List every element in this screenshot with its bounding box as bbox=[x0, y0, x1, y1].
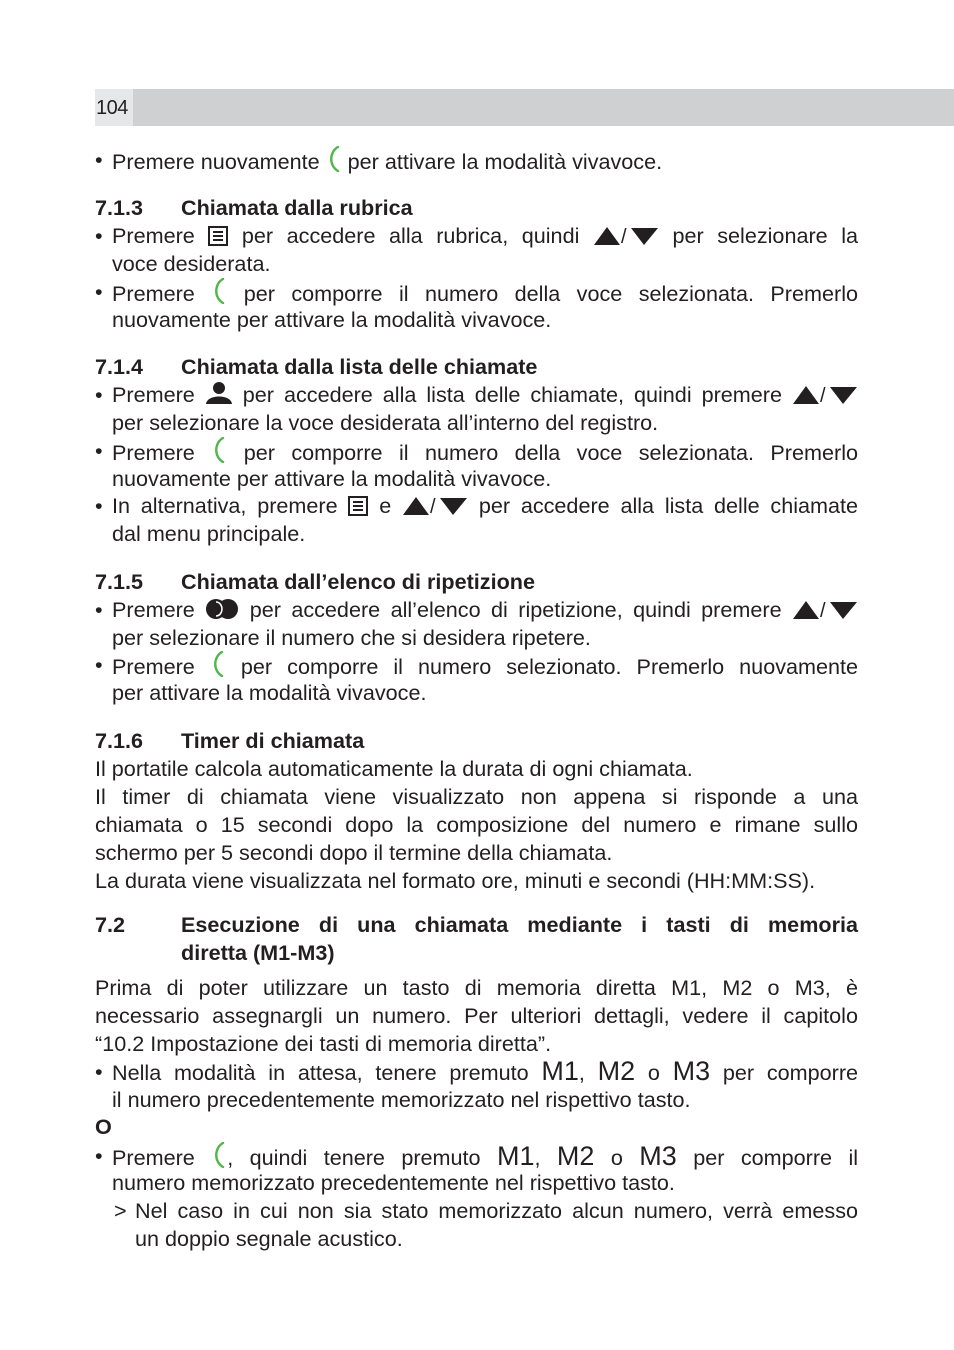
s72-note-line1: Nel caso in cui non sia stato memorizzato alcun numero, verrà emesso bbox=[135, 1198, 858, 1223]
s713-b1-line2: voce desiderata. bbox=[112, 251, 271, 276]
arrow-up-icon bbox=[594, 227, 620, 245]
text: per accedere alla rubrica, quindi bbox=[241, 223, 580, 248]
text: per comporre il bbox=[693, 1145, 859, 1170]
section-number-7-2: 7.2 bbox=[95, 912, 126, 937]
handset-icon bbox=[211, 1142, 227, 1168]
page-number: 104 bbox=[96, 97, 128, 119]
arrow-down-icon bbox=[631, 228, 658, 245]
bullet: • bbox=[95, 1143, 103, 1168]
note-marker: > bbox=[114, 1198, 127, 1223]
m1-key-label: M1 bbox=[541, 1056, 579, 1086]
text: per accedere alla lista delle chiamate bbox=[478, 493, 859, 518]
s72-p1-line1: Prima di poter utilizzare un tasto di memoria diretta M1, M2 o M3, è bbox=[95, 975, 858, 1000]
text: e bbox=[379, 493, 392, 518]
s716-p3: La durata viene visualizzata nel formato ore, minuti e secondi (HH:MM:SS). bbox=[95, 868, 816, 893]
up-down-arrows bbox=[593, 225, 659, 252]
text: o bbox=[647, 1060, 660, 1085]
intro-post: per attivare la modalità vivavoce. bbox=[347, 149, 663, 174]
bullet: • bbox=[95, 438, 103, 463]
section-number: 7.1.5 bbox=[95, 569, 144, 594]
s716-p2-line2: chiamata o 15 secondi dopo la composizione del numero e rimane sullo bbox=[95, 812, 858, 837]
m3-key-label: M3 bbox=[672, 1056, 711, 1086]
section-heading-7-1-3 bbox=[95, 194, 858, 221]
text: per comporre il numero selezionato. Premerlo nuovamente bbox=[240, 654, 859, 679]
section-number: 7.1.4 bbox=[95, 354, 144, 379]
svg-text:/: / bbox=[430, 496, 436, 516]
svg-text:/: / bbox=[620, 226, 627, 246]
s714-b3-line1 bbox=[112, 492, 858, 522]
section-number: 7.1.6 bbox=[95, 728, 144, 753]
s714-b3-line2: dal menu principale. bbox=[112, 521, 306, 546]
s713-b2-line2: nuovamente per attivare la modalità vivavoce. bbox=[112, 307, 552, 332]
section-title: Chiamata dalla lista delle chiamate bbox=[181, 354, 538, 379]
s72-b2-line1 bbox=[112, 1142, 858, 1171]
s715-b1-line2: per selezionare il numero che si desidera ripetere. bbox=[112, 625, 591, 650]
s716-p1: Il portatile calcola automaticamente la durata di ogni chiamata. bbox=[95, 756, 693, 781]
text: , bbox=[578, 1060, 585, 1085]
text: per accedere all’elenco di ripetizione, quindi premere bbox=[249, 597, 782, 622]
svg-text:/: / bbox=[820, 600, 826, 620]
handset-icon bbox=[211, 437, 227, 463]
text: per selezionare la bbox=[672, 223, 859, 248]
menu-icon bbox=[208, 226, 228, 246]
s715-b2-line1 bbox=[112, 651, 858, 680]
section-heading-7-1-5 bbox=[95, 568, 858, 595]
m3-key-label: M3 bbox=[639, 1141, 677, 1171]
intro-pre: Premere nuovamente bbox=[112, 149, 320, 174]
text: Premere bbox=[112, 382, 195, 407]
text: per comporre il numero della voce selezionata. Premerlo bbox=[243, 440, 859, 465]
text: Nella modalità in attesa, tenere premuto bbox=[112, 1060, 529, 1085]
s72-p1-line2: necessario assegnargli un numero. Per ulteriori dettagli, vedere il capitolo bbox=[95, 1003, 858, 1028]
bullet: • bbox=[95, 1059, 103, 1084]
section-title-7-2-line2: diretta (M1-M3) bbox=[181, 940, 335, 965]
section-heading-7-1-6 bbox=[95, 727, 858, 754]
handset-icon bbox=[211, 278, 227, 304]
text: Premere bbox=[112, 597, 195, 622]
text: per comporre bbox=[722, 1060, 859, 1085]
s714-b1-line1 bbox=[112, 381, 858, 411]
s72-b1-line2: il numero precedentemente memorizzato nel rispettivo tasto. bbox=[112, 1087, 691, 1112]
s716-p2-line3: schermo per 5 secondi dopo il termine della chiamata. bbox=[95, 840, 613, 865]
bullet: • bbox=[95, 493, 103, 518]
text: per comporre il numero della voce selezionata. Premerlo bbox=[243, 281, 859, 306]
s714-b2-line1 bbox=[112, 437, 858, 466]
contact-icon bbox=[205, 381, 233, 405]
arrow-up-icon bbox=[403, 497, 429, 515]
text: Premere bbox=[112, 654, 195, 679]
section-title: Chiamata dall’elenco di ripetizione bbox=[181, 569, 535, 594]
arrow-down-icon bbox=[440, 498, 467, 515]
text: Premere bbox=[112, 281, 195, 306]
m1-key-label: M1 bbox=[496, 1141, 535, 1171]
text: Premere bbox=[112, 223, 195, 248]
s72-p1-line3: “10.2 Impostazione dei tasti di memoria diretta”. bbox=[95, 1031, 552, 1056]
up-down-arrows bbox=[792, 384, 858, 411]
s72-b1-line1 bbox=[112, 1058, 858, 1086]
menu-icon bbox=[348, 496, 368, 516]
svg-text:/: / bbox=[820, 385, 826, 405]
text: In alternativa, premere bbox=[112, 493, 338, 518]
s713-b2-line1 bbox=[112, 278, 858, 307]
bullet: • bbox=[95, 279, 103, 304]
intro-line bbox=[112, 146, 858, 175]
s714-b1-line2: per selezionare la voce desiderata all’interno del registro. bbox=[112, 410, 659, 435]
m2-key-label: M2 bbox=[556, 1141, 595, 1171]
up-down-arrows bbox=[792, 599, 858, 626]
redial-icon bbox=[205, 598, 239, 620]
text: o bbox=[610, 1145, 623, 1170]
section-number: 7.1.3 bbox=[95, 195, 144, 220]
arrow-up-icon bbox=[793, 601, 819, 619]
text: , quindi tenere premuto bbox=[227, 1145, 481, 1170]
s72-note-line2: un doppio segnale acustico. bbox=[135, 1226, 403, 1251]
arrow-down-icon bbox=[830, 387, 857, 404]
section-title: Chiamata dalla rubrica bbox=[181, 195, 413, 220]
s713-b1-line1 bbox=[112, 222, 858, 252]
s715-b1-line1 bbox=[112, 596, 858, 626]
arrow-up-icon bbox=[793, 386, 819, 404]
up-down-arrows bbox=[402, 495, 468, 522]
text: Premere bbox=[112, 1145, 195, 1170]
arrow-down-icon bbox=[830, 602, 857, 619]
bullet: • bbox=[95, 652, 103, 677]
bullet: • bbox=[95, 382, 103, 407]
m2-key-label: M2 bbox=[597, 1056, 636, 1086]
handset-icon bbox=[210, 651, 226, 677]
s716-p2-line1: Il timer di chiamata viene visualizzato non appena si risponde a una bbox=[95, 784, 858, 809]
s72-b2-line2: numero memorizzato precedentemente nel rispettivo tasto. bbox=[112, 1170, 675, 1195]
bullet: • bbox=[95, 147, 103, 172]
handset-icon bbox=[326, 146, 342, 172]
s715-b2-line2: per attivare la modalità vivavoce. bbox=[112, 680, 427, 705]
s714-b2-line2: nuovamente per attivare la modalità vivavoce. bbox=[112, 466, 552, 491]
text: per accedere alla lista delle chiamate, quindi premere bbox=[242, 382, 783, 407]
section-heading-7-1-4 bbox=[95, 353, 858, 380]
section-title-7-2-line1: Esecuzione di una chiamata mediante i tasti di memoria bbox=[181, 912, 858, 937]
bullet: • bbox=[95, 597, 103, 622]
section-title: Timer di chiamata bbox=[181, 728, 365, 753]
header-bar bbox=[95, 89, 954, 126]
text: , bbox=[534, 1145, 541, 1170]
or-label: O bbox=[95, 1114, 112, 1139]
text: Premere bbox=[112, 440, 195, 465]
bullet: • bbox=[95, 223, 103, 248]
